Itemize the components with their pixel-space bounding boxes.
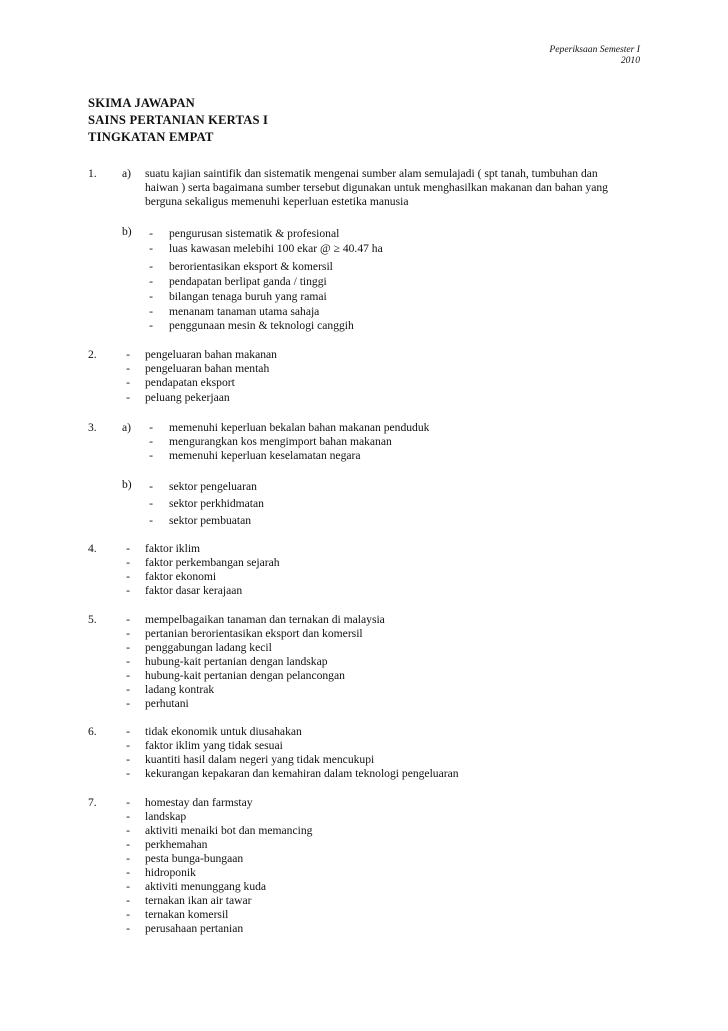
list-item: - faktor iklim xyxy=(126,542,201,555)
list-item: - berorientasikan eksport & komersil xyxy=(149,260,333,273)
list-item: - aktiviti menunggang kuda xyxy=(126,880,267,893)
list-item: - memenuhi keperluan bekalan bahan makanan penduduk xyxy=(149,421,430,434)
list-item: - pengurusan sistematik & profesional xyxy=(149,227,340,240)
part-label-b: b) xyxy=(122,225,132,238)
list-item: - pengeluaran bahan makanan xyxy=(126,348,277,361)
list-item: - perhutani xyxy=(126,697,189,710)
list-item: - peluang pekerjaan xyxy=(126,391,230,404)
list-item: - kekurangan kepakaran dan kemahiran dalam teknologi pengeluaran xyxy=(126,767,459,780)
list-item: - pesta bunga-bungaan xyxy=(126,852,244,865)
header-exam-label: Peperiksaan Semester I xyxy=(549,44,640,55)
question-number: 1. xyxy=(88,167,97,180)
list-item: - pengeluaran bahan mentah xyxy=(126,362,270,375)
list-item: - homestay dan farmstay xyxy=(126,796,253,809)
list-item: - menanam tanaman utama sahaja xyxy=(149,305,320,318)
list-item: - penggabungan ladang kecil xyxy=(126,641,272,654)
list-item: - perkhemahan xyxy=(126,838,208,851)
part-label-a: a) xyxy=(122,421,132,434)
list-item: - penggunaan mesin & teknologi canggih xyxy=(149,319,354,332)
list-item: - mengurangkan kos mengimport bahan makanan xyxy=(149,435,392,448)
list-item: - memenuhi keperluan keselamatan negara xyxy=(149,449,361,462)
list-item: - faktor dasar kerajaan xyxy=(126,584,243,597)
list-item: - ternakan komersil xyxy=(126,908,229,921)
list-item: - perusahaan pertanian xyxy=(126,922,244,935)
part-label-a: a) xyxy=(122,167,132,180)
document-title xyxy=(88,95,268,145)
list-item: - faktor perkembangan sejarah xyxy=(126,556,280,569)
part-a-answer xyxy=(145,167,645,209)
list-item: - aktiviti menaiki bot dan memancing xyxy=(126,824,313,837)
list-item: - tidak ekonomik untuk diusahakan xyxy=(126,725,302,738)
list-item: - sektor pengeluaran xyxy=(149,480,257,493)
answer-line: suatu kajian saintifik dan sistematik mengenai sumber alam semulajadi ( spt tanah, tumbuhan dan xyxy=(145,167,598,180)
list-item: - mempelbagaikan tanaman dan ternakan di malaysia xyxy=(126,613,385,626)
question-number: 7. xyxy=(88,796,97,809)
question-number: 3. xyxy=(88,421,97,434)
list-item: - sektor perkhidmatan xyxy=(149,497,264,510)
question-number: 2. xyxy=(88,348,97,361)
list-item: - faktor ekonomi xyxy=(126,570,217,583)
list-item: - landskap xyxy=(126,810,187,823)
question-number: 4. xyxy=(88,542,97,555)
list-item: - ternakan ikan air tawar xyxy=(126,894,252,907)
question-number: 5. xyxy=(88,613,97,626)
title-line-1: SKIMA JAWAPAN xyxy=(88,96,195,110)
list-item: - bilangan tenaga buruh yang ramai xyxy=(149,290,327,303)
part-label-b: b) xyxy=(122,478,132,491)
answer-line: haiwan ) serta bagaimana sumber tersebut digunakan untuk menghasilkan makanan dan bahan yang xyxy=(145,181,608,194)
list-item: - kuantiti hasil dalam negeri yang tidak mencukupi xyxy=(126,753,375,766)
list-item: - hubung-kait pertanian dengan pelancongan xyxy=(126,669,345,682)
list-item: - pendapatan berlipat ganda / tinggi xyxy=(149,275,327,288)
list-item: - ladang kontrak xyxy=(126,683,215,696)
title-line-2: SAINS PERTANIAN KERTAS I xyxy=(88,112,269,127)
list-item: - hidroponik xyxy=(126,866,196,879)
page-header xyxy=(549,44,640,66)
list-item: - pendapatan eksport xyxy=(126,376,235,389)
header-year: 2010 xyxy=(620,55,640,66)
question-number: 6. xyxy=(88,725,97,738)
list-item: - hubung-kait pertanian dengan landskap xyxy=(126,655,328,668)
list-item: - pertanian berorientasikan eksport dan komersil xyxy=(126,627,363,640)
list-item: - luas kawasan melebihi 100 ekar @ ≥ 40.47 ha xyxy=(149,242,383,255)
list-item: - sektor pembuatan xyxy=(149,514,252,527)
title-line-3: TINGKATAN EMPAT xyxy=(88,129,214,144)
answer-line: berguna sekaligus memenuhi keperluan estetika manusia xyxy=(145,195,409,208)
list-item: - faktor iklim yang tidak sesuai xyxy=(126,739,283,752)
